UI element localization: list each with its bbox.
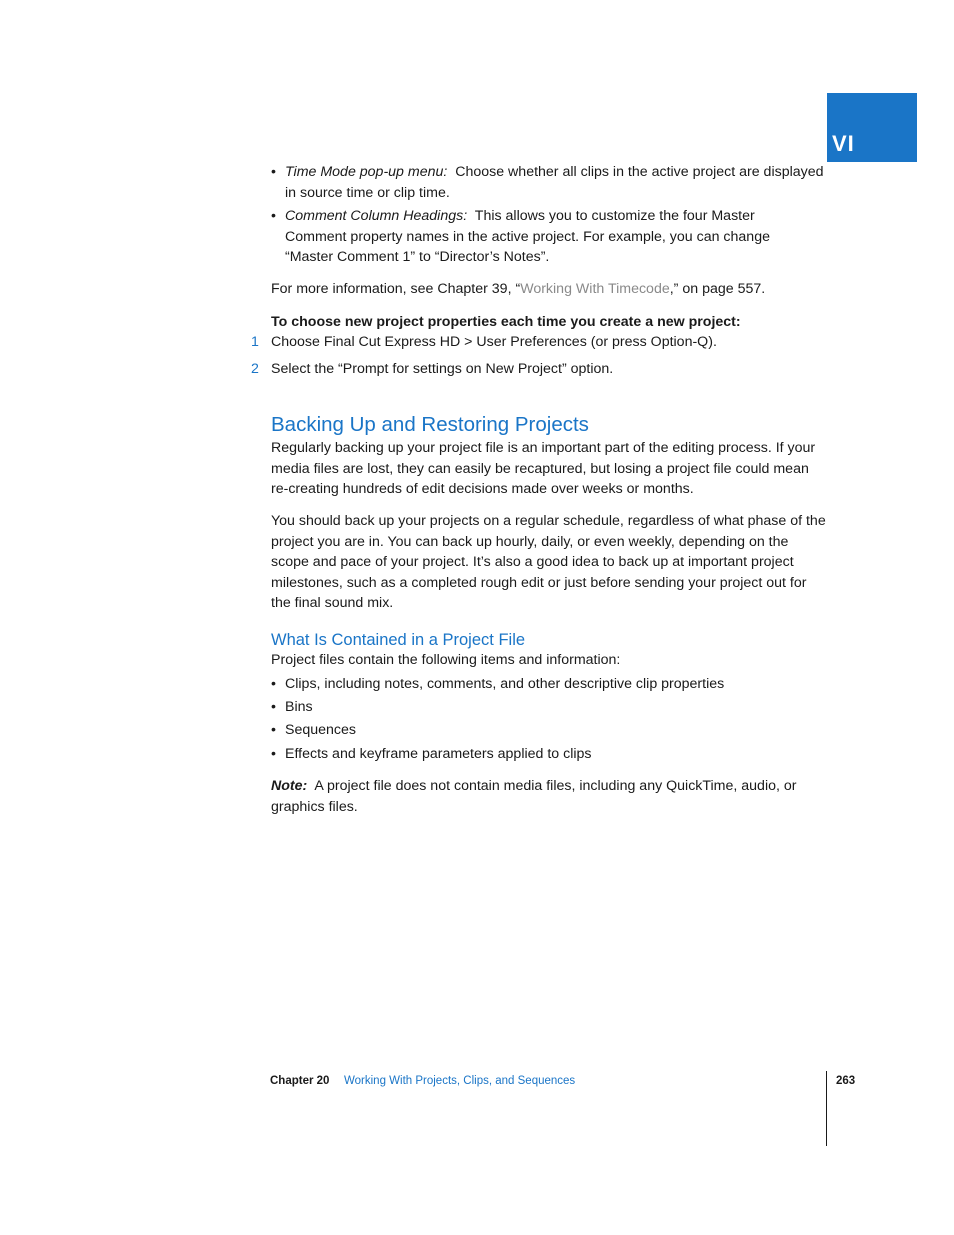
more-info-prefix: For more information, see Chapter 39, “ — [271, 281, 521, 297]
page-number: 263 — [836, 1075, 856, 1087]
list-item: • Clips, including notes, comments, and other descriptive clip properties — [271, 674, 827, 695]
list-item: • Bins — [271, 697, 827, 718]
footer-chapter: Chapter 20 — [270, 1075, 330, 1087]
more-info-paragraph — [271, 279, 827, 300]
subsection-intro: Project files contain the following items and information: — [271, 652, 621, 668]
bullet-item-comment-headings: • Comment Column Headings: This allows you to customize the four Master Comment property names in the active project. For example, you can change “Master Comment 1” to “Director’s Notes”. — [271, 208, 770, 265]
bullet-item-time-mode: • Time Mode pop-up menu: Choose whether all clips in the active project are displayed in source time or clip time. — [271, 164, 824, 201]
bullet-term: Comment Column Headings: — [285, 208, 468, 224]
note-text: A project file does not contain media files, including any QuickTime, audio, or graphics files. — [271, 778, 797, 815]
bullet-text: This allows you to customize the four Master Comment property names in the active project. For example, you can change “Master Comment 1” to “Director’s Notes”. — [285, 208, 770, 265]
list-item: • Sequences — [271, 720, 827, 741]
more-info-suffix: ,” on page 557. — [669, 281, 766, 297]
note-label: Note: — [271, 778, 308, 794]
step-number: 2 — [251, 361, 259, 377]
footer-divider — [826, 1071, 827, 1146]
section-heading: Backing Up and Restoring Projects — [271, 413, 589, 436]
part-tab — [827, 93, 917, 162]
list-item-text: Bins — [285, 699, 313, 715]
list-item-text: Sequences — [285, 722, 356, 738]
note-paragraph — [271, 776, 811, 817]
subsection-heading: What Is Contained in a Project File — [271, 631, 526, 649]
list-item: • Effects and keyframe parameters applied to clips — [271, 744, 827, 765]
section-paragraph-1: Regularly backing up your project file is an important part of the editing process. If your media files are lost, they can easily be recaptured, but losing a project file could mean re-creating hundreds of edit decisions made over weeks or months. — [271, 440, 816, 497]
part-tab-label: VI — [832, 131, 855, 156]
list-item-text: Clips, including notes, comments, and other descriptive clip properties — [285, 676, 725, 692]
chapter-link[interactable]: Working With Timecode — [520, 281, 670, 297]
procedure-heading: To choose new project properties each time you create a new project: — [271, 314, 741, 330]
section-paragraph-2: You should back up your projects on a regular schedule, regardless of what phase of the project you are in. You can back up hourly, daily, or even weekly, depending on the scope and pace of your project. It’s also a good idea to back up at important project milestones, such as a completed rough edit or just before sending your project out for the final sound mix. — [271, 513, 826, 611]
bullet-text: Choose whether all clips in the active project are displayed in source time or clip time. — [285, 164, 824, 201]
bullet-term: Time Mode pop-up menu: — [285, 164, 448, 180]
step-number: 1 — [251, 334, 259, 350]
step-text: Choose Final Cut Express HD > User Preferences (or press Option-Q). — [271, 334, 717, 350]
step-text: Select the “Prompt for settings on New Project” option. — [271, 361, 614, 377]
footer-chapter-title[interactable]: Working With Projects, Clips, and Sequences — [344, 1075, 576, 1087]
list-item-text: Effects and keyframe parameters applied to clips — [285, 746, 592, 762]
